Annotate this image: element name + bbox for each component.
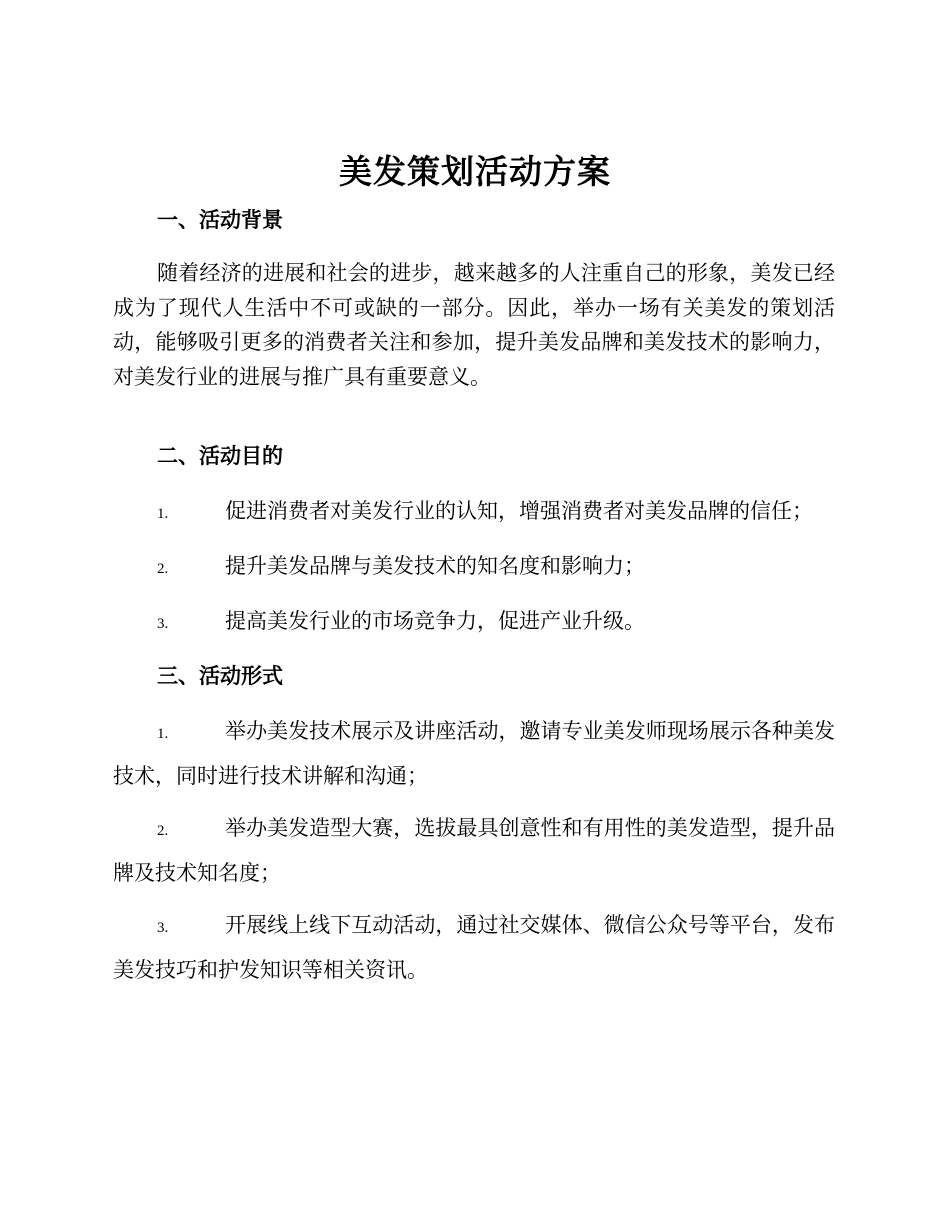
section-heading-format: 三、活动形式 [157,664,283,688]
list-item-number: 2. [157,561,169,577]
list-item [113,545,835,590]
list-item [113,807,835,894]
list-item-number: 1. [157,506,169,522]
list-item-text: 开展线上线下互动活动，通过社交媒体、微信公众号等平台，发布美发技巧和护发知识等相关资讯。 [113,913,835,982]
section-heading-background: 一、活动背景 [157,208,283,232]
list-item [113,904,835,991]
list-item-text: 提升美发品牌与美发技术的知名度和影响力； [225,554,645,578]
list-item-number: 3. [157,920,169,936]
list-item-number: 1. [157,726,169,742]
list-item-text: 举办美发造型大赛，选拔最具创意性和有用性的美发造型，提升品牌及技术知名度； [113,816,835,885]
list-item [113,710,835,797]
list-item [113,600,835,645]
list-item-text: 举办美发技术展示及讲座活动，邀请专业美发师现场展示各种美发技术，同时进行技术讲解和沟通； [113,719,835,788]
list-item-number: 2. [157,823,169,839]
page-title: 美发策划活动方案 [339,152,611,191]
list-item-number: 3. [157,616,169,632]
list-item [113,490,835,535]
list-item-text: 提高美发行业的市场竞争力，促进产业升级。 [225,609,645,633]
section-heading-purpose: 二、活动目的 [157,444,283,468]
list-item-text: 促进消费者对美发行业的认知，增强消费者对美发品牌的信任； [225,499,813,523]
background-paragraph: 随着经济的进展和社会的进步，越来越多的人注重自己的形象，美发已经成为了现代人生活中不可或缺的一部分。因此，举办一场有关美发的策划活动，能够吸引更多的消费者关注和参加，提升美发品牌和美发技术的影响力，对美发行业的进展与推广具有重要意义。 [113,261,835,389]
